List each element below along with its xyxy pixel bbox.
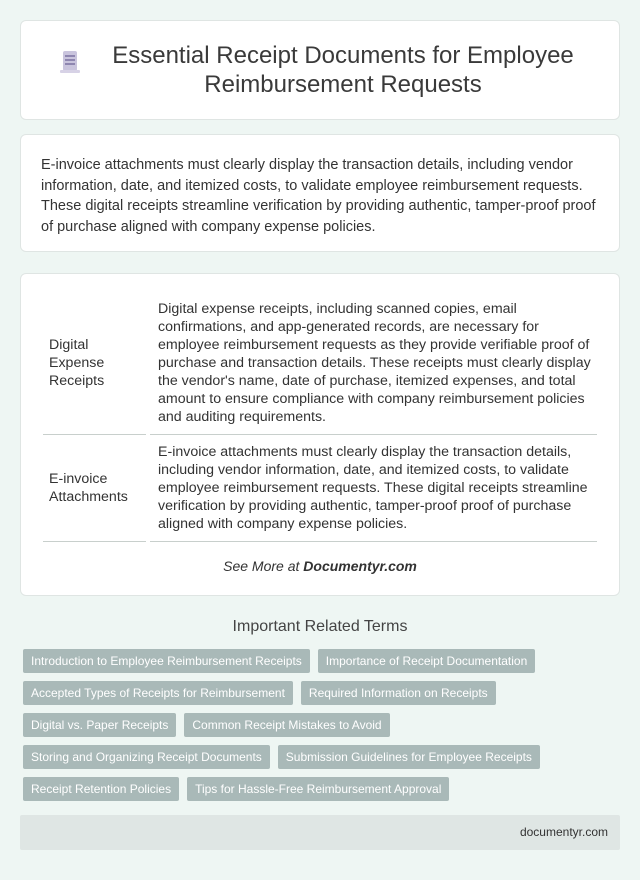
tag-row: [23, 713, 623, 737]
related-term-tag[interactable]: Importance of Receipt Documentation: [318, 649, 535, 673]
title-wrap: [57, 41, 583, 99]
row-description: Digital expense receipts, including scanned copies, email confirmations, and app-generated records, are necessary for employee reimbursement requests as they provide verifiable proof of purchase and transaction details. These receipts must clearly display the vendor's name, date of purchase, itemized expenses, and total amount to ensure compliance with company reimbursement policies and auditing requirements.: [150, 292, 597, 435]
related-term-tag[interactable]: Accepted Types of Receipts for Reimbursement: [23, 681, 293, 705]
related-term-tag[interactable]: Receipt Retention Policies: [23, 777, 179, 801]
row-label: E-invoice Attachments: [43, 435, 146, 542]
related-term-tag[interactable]: Common Receipt Mistakes to Avoid: [184, 713, 389, 737]
intro-card: [20, 134, 620, 252]
page-title: Essential Receipt Documents for Employee Reimbursement Requests: [112, 42, 574, 98]
title-card: [20, 20, 620, 120]
tag-row: [23, 777, 623, 801]
table-row: [43, 292, 597, 435]
related-term-tag[interactable]: Introduction to Employee Reimbursement Receipts: [23, 649, 310, 673]
related-term-tag[interactable]: Tips for Hassle-Free Reimbursement Approval: [187, 777, 449, 801]
see-more-site[interactable]: Documentyr.com: [303, 558, 417, 574]
receipts-table-card: [20, 273, 620, 596]
receipts-table: [43, 292, 597, 542]
footer-site-link[interactable]: documentyr.com: [519, 825, 608, 839]
related-terms-title: Important Related Terms: [232, 618, 408, 635]
related-term-tag[interactable]: Storing and Organizing Receipt Documents: [23, 745, 270, 769]
related-term-tag[interactable]: Digital vs. Paper Receipts: [23, 713, 176, 737]
intro-text: E-invoice attachments must clearly display the transaction details, including vendor information, date, and itemized costs, to validate employee reimbursement requests. These digital receipts streamline verification by providing authentic, tamper-proof proof of purchase aligned with company expense policies.: [41, 157, 596, 235]
related-term-tag[interactable]: Required Information on Receipts: [301, 681, 496, 705]
table-row: [43, 435, 597, 542]
related-terms-tags: [23, 649, 623, 809]
tag-row: [23, 649, 623, 673]
tag-row: [23, 745, 623, 769]
document-icon: [57, 51, 83, 77]
row-description: E-invoice attachments must clearly display the transaction details, including vendor information, date, and itemized costs, to validate employee reimbursement requests. These digital receipts streamline verification by providing authentic, tamper-proof proof of purchase aligned with company expense policies.: [150, 435, 597, 542]
row-label: Digital Expense Receipts: [43, 292, 146, 435]
see-more-link[interactable]: [21, 558, 619, 574]
tag-row: [23, 681, 623, 705]
footer: [20, 815, 620, 850]
related-term-tag[interactable]: Submission Guidelines for Employee Receipts: [278, 745, 540, 769]
see-more-prefix: See More at: [223, 558, 304, 574]
